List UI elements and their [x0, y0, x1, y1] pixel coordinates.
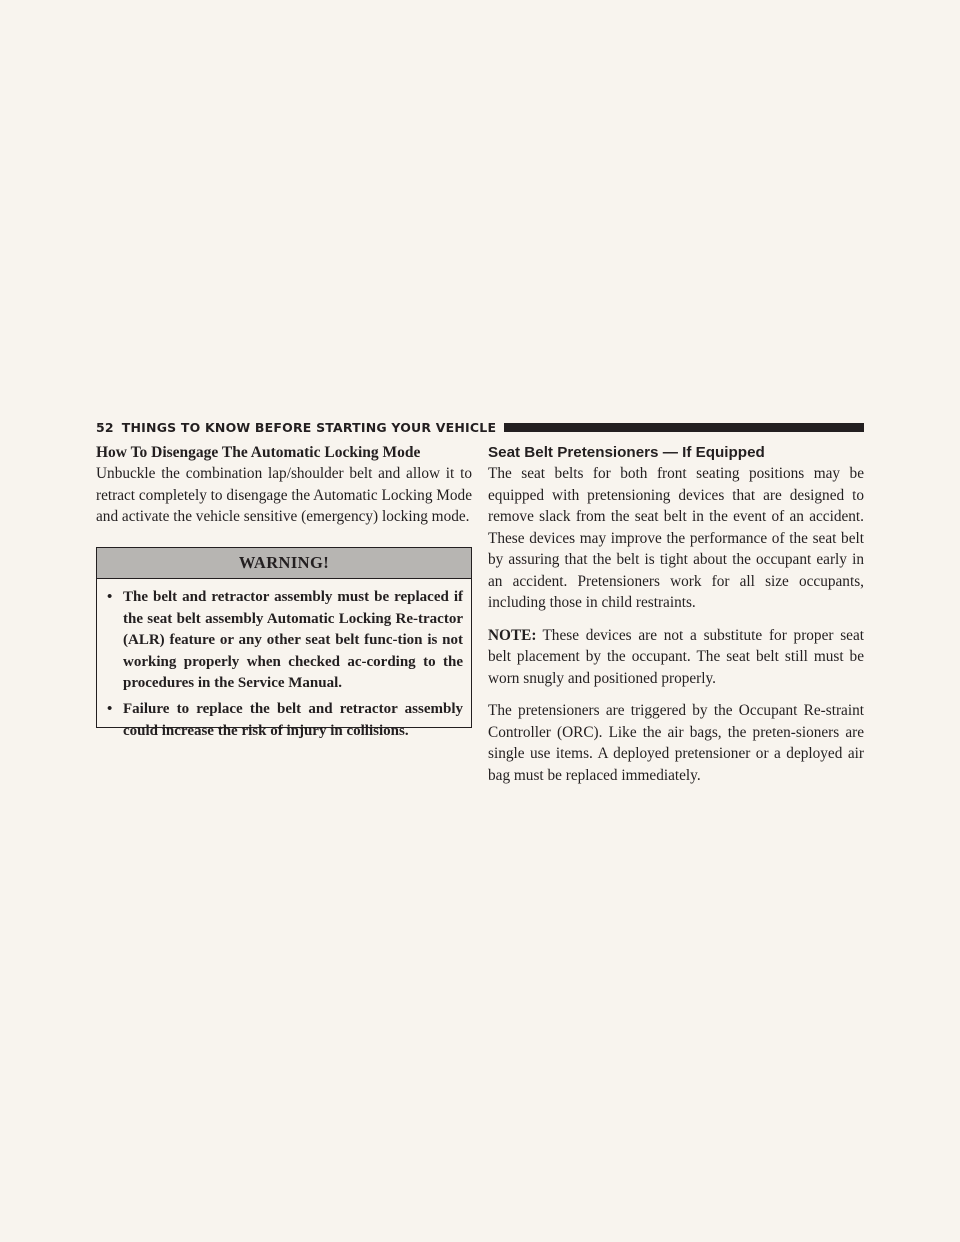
warning-list — [97, 579, 471, 742]
page-header — [96, 416, 864, 438]
warning-item-text: The belt and retractor assembly must be replaced if the seat belt assembly Automatic Locking Re-tractor (ALR) feature or any other seat belt func-tion is not working properly when checked ac-cording to the procedures in the Service Manual. — [123, 589, 463, 692]
warning-item — [107, 587, 463, 695]
warning-box — [96, 547, 472, 739]
trigger-paragraph: The pretensioners are triggered by the Occupant Re-straint Controller (ORC). Like the air bags, the preten-sioners are single use items. A deployed pretensioner or a deployed air bag must be replaced immediately. — [488, 702, 864, 784]
chapter-title: THINGS TO KNOW BEFORE STARTING YOUR VEHICLE — [121, 419, 497, 435]
warning-item-text: Failure to replace the belt and retractor assembly could increase the risk of injury in collisions. — [123, 700, 463, 739]
warning-title-bar — [97, 548, 471, 579]
pretensioner-paragraph: The seat belts for both front seating positions may be equipped with pretensioning devices that are designed to remove slack from the seat belt in the event of an accident. These devices may improve the performance of the seat belt by assuring that the belt is tight about the occupant early in an accident. Pretensioners work for all size occupants, including those in child restraints. — [488, 465, 864, 611]
left-column — [96, 443, 472, 528]
bullet-icon: • — [107, 700, 113, 717]
page-number: 52 — [96, 419, 114, 435]
section-heading: Seat Belt Pretensioners — If Equipped — [488, 444, 765, 461]
right-column — [488, 443, 864, 786]
warning-item — [107, 699, 463, 742]
warning-title: WARNING! — [238, 553, 330, 572]
note-paragraph — [488, 625, 864, 690]
bullet-icon: • — [107, 589, 113, 605]
note-text: These devices are not a substitute for proper seat belt placement by the occupant. The seat belt still must be worn snugly and positioned properly. — [488, 626, 864, 687]
note-label: NOTE: — [488, 626, 537, 644]
section-subheading: How To Disengage The Automatic Locking Mode — [96, 444, 421, 461]
disengage-paragraph: Unbuckle the combination lap/shoulder belt and allow it to retract completely to disengage the Automatic Locking Mode and activate the vehicle sensitive (emergency) locking mode. — [96, 465, 472, 525]
header-rule — [504, 423, 864, 432]
